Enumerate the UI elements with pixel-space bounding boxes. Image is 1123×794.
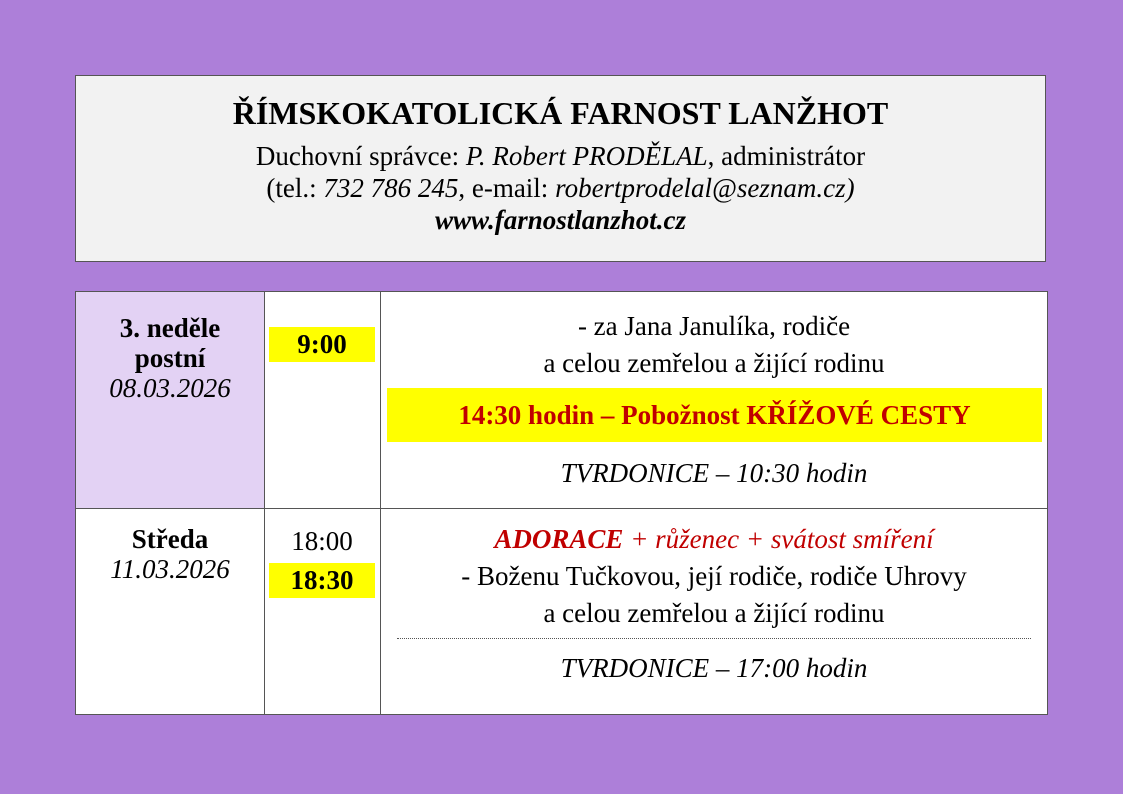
day-label [76, 292, 264, 403]
time-cell-sunday [265, 292, 381, 509]
admin-name: P. Robert PRODĚLAL [465, 141, 708, 171]
email-address[interactable]: robertprodelal@seznam.cz) [555, 173, 855, 203]
day-name-line1: 3. neděle [119, 313, 221, 343]
contact-line [76, 172, 1045, 204]
administrator-line [76, 140, 1045, 172]
admin-prefix: Duchovní správce: [255, 141, 466, 171]
website-link[interactable]: www.farnostlanzhot.cz [434, 205, 687, 235]
day-date: 08.03.2026 [109, 373, 231, 403]
intention-line1: - Boženu Tučkovou, její rodiče, rodiče Uhrovy [461, 560, 967, 591]
description-cell-wednesday [381, 508, 1048, 715]
adoration-time: 18:00 [291, 525, 353, 556]
tvrdonice-note: TVRDONICE – 17:00 hodin [560, 652, 868, 683]
mass-schedule-table [75, 291, 1048, 715]
email-prefix: , e-mail: [458, 173, 556, 203]
day-label [76, 509, 264, 584]
description-cell-sunday [381, 292, 1048, 509]
mass-time-highlight: 9:00 [269, 327, 375, 362]
schedule-row-wednesday [76, 508, 1048, 715]
parish-header [75, 75, 1046, 262]
intention-line2: a celou zemřelou a žijící rodinu [543, 597, 885, 628]
intention-line1: - za Jana Janulíka, rodiče [577, 311, 851, 341]
schedule-row-sunday [76, 292, 1048, 509]
adoration-title: ADORACE [494, 523, 624, 554]
day-name: Středa [131, 523, 209, 554]
admin-suffix: , administrátor [707, 141, 866, 171]
tel-prefix: (tel.: [266, 173, 324, 203]
adoration-rest: + růženec + svátost smíření [623, 523, 934, 554]
day-name-line2: postní [134, 343, 206, 373]
day-cell-sunday [76, 292, 265, 509]
tvrdonice-note: TVRDONICE – 10:30 hodin [560, 458, 868, 488]
parish-title: ŘÍMSKOKATOLICKÁ FARNOST LANŽHOT [232, 95, 889, 131]
time-cell-wednesday [265, 508, 381, 715]
dotted-divider [397, 638, 1031, 639]
day-cell-wednesday [76, 508, 265, 715]
adoration-line [381, 521, 1047, 558]
stations-of-cross-banner: 14:30 hodin – Pobožnost KŘÍŽOVÉ CESTY [387, 388, 1042, 442]
intention-line2: a celou zemřelou a žijící rodinu [543, 348, 885, 378]
phone-number: 732 786 245 [323, 173, 459, 203]
mass-time-highlight: 18:30 [269, 563, 375, 598]
day-date: 11.03.2026 [110, 553, 230, 584]
